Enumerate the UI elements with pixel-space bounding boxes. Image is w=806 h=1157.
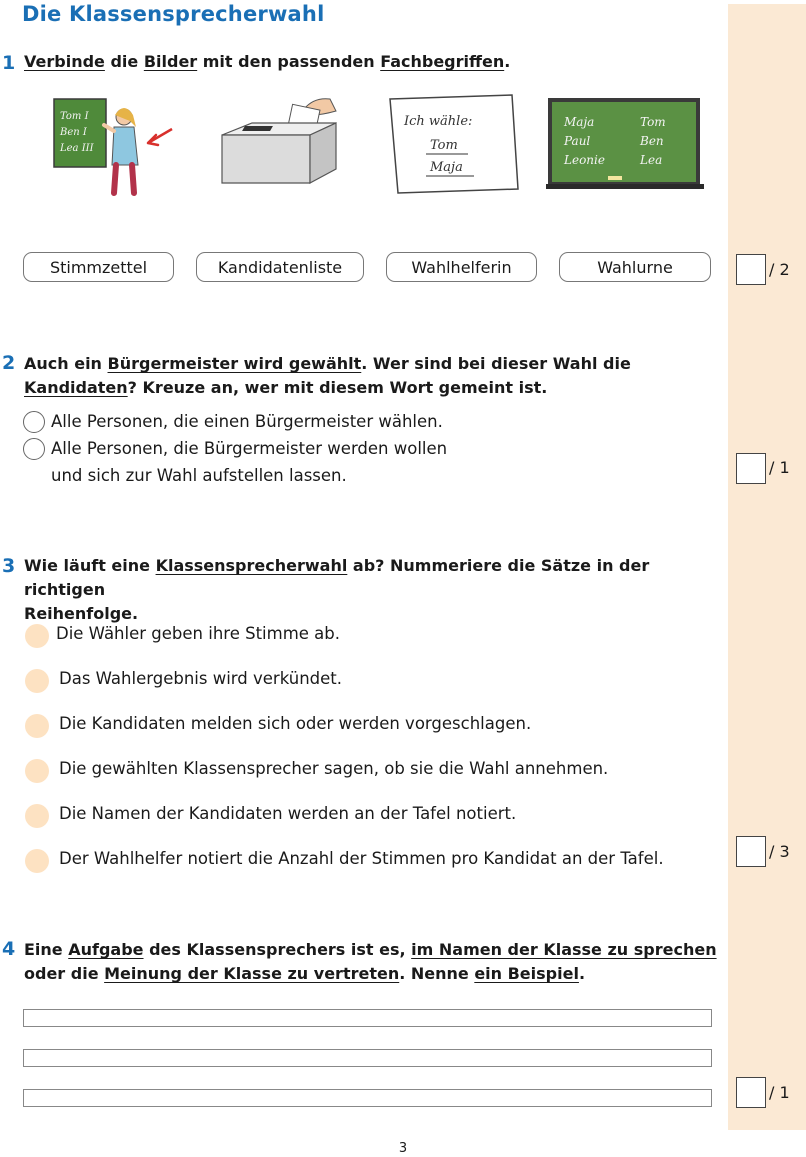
option-2-checkbox[interactable] (23, 438, 45, 460)
task-2-number: 2 (2, 352, 16, 374)
task-1-score-box[interactable] (736, 254, 766, 285)
step-3-text: Die Kandidaten melden sich oder werden vorgeschlagen. (59, 714, 532, 733)
page-number: 3 (398, 1141, 408, 1156)
option-1-label: Alle Personen, die einen Bürgermeister wählen. (51, 412, 443, 431)
ballot-paper-illustration (386, 93, 521, 195)
tally-line-3: Lea III (60, 143, 94, 154)
task-2-instruction: Auch ein Bürgermeister wird gewählt. Wer sind bei dieser Wahl die Kandidaten? Kreuze an, wer mit diesem Wort gemeint ist. (24, 354, 631, 397)
step-4-text: Die gewählten Klassensprecher sagen, ob sie die Wahl annehmen. (59, 759, 609, 778)
word-card-wahlurne[interactable]: Wahlurne (559, 252, 711, 282)
step-4-number-field[interactable] (25, 759, 49, 783)
task-3-score-box[interactable] (736, 836, 766, 867)
tally-board-girl-illustration (52, 95, 177, 197)
page-title: Die Klassensprecherwahl (22, 2, 325, 26)
word-card-stimmzettel[interactable]: Stimmzettel (23, 252, 174, 282)
task-3-instruction: Wie läuft eine Klassensprecherwahl ab? Nummeriere die Sätze in der richtigen Reihenfolge. (24, 556, 650, 623)
step-3-number-field[interactable] (25, 714, 49, 738)
step-2-text: Das Wahlergebnis wird verkündet. (59, 669, 342, 688)
word-card-wahlhelferin[interactable]: Wahlhelferin (386, 252, 537, 282)
board-right-3: Lea (640, 153, 663, 167)
tally-line-2: Ben I (60, 127, 87, 138)
task-1-max-score: / 2 (769, 260, 790, 279)
task-3-max-score: / 3 (769, 842, 790, 861)
board-right-1: Tom (640, 115, 666, 129)
step-5-text: Die Namen der Kandidaten werden an der Tafel notiert. (59, 804, 517, 823)
ballot-name-1: Tom (430, 138, 458, 153)
step-5-number-field[interactable] (25, 804, 49, 828)
answer-line-2[interactable] (23, 1049, 712, 1067)
step-2-number-field[interactable] (25, 669, 49, 693)
board-left-3: Leonie (564, 153, 605, 167)
candidate-board-illustration (546, 96, 704, 192)
step-6-number-field[interactable] (25, 849, 49, 873)
tally-line-1: Tom I (60, 111, 89, 122)
board-left-1: Maja (564, 115, 595, 129)
board-right-2: Ben (640, 134, 664, 148)
task-4-number: 4 (2, 938, 16, 960)
task-4-score-box[interactable] (736, 1077, 766, 1108)
score-sidebar (728, 4, 806, 1130)
option-2-label-line-1: Alle Personen, die Bürgermeister werden wollen (51, 439, 448, 458)
task-3-number: 3 (2, 555, 16, 577)
step-1-text: Die Wähler geben ihre Stimme ab. (56, 624, 340, 643)
task-1-number: 1 (2, 52, 16, 74)
task-4-instruction: Eine Aufgabe des Klassensprechers ist es, im Namen der Klasse zu sprechen oder die Meinung der Klasse zu vertreten. Nenne ein Beispiel. (24, 940, 717, 983)
task-4-max-score: / 1 (769, 1083, 790, 1102)
step-6-text: Der Wahlhelfer notiert die Anzahl der Stimmen pro Kandidat an der Tafel. (59, 849, 664, 868)
ballot-heading: Ich wähle: (404, 114, 473, 129)
task-2-score-box[interactable] (736, 453, 766, 484)
answer-line-1[interactable] (23, 1009, 712, 1027)
answer-line-3[interactable] (23, 1089, 712, 1107)
ballot-box-illustration (218, 93, 343, 188)
step-1-number-field[interactable] (25, 624, 49, 648)
ballot-name-2: Maja (430, 160, 463, 175)
task-1-instruction: Verbinde die Bilder mit den passenden Fachbegriffen. (24, 52, 511, 71)
option-1-checkbox[interactable] (23, 411, 45, 433)
word-card-kandidatenliste[interactable]: Kandidatenliste (196, 252, 364, 282)
board-left-2: Paul (564, 134, 591, 148)
task-2-max-score: / 1 (769, 458, 790, 477)
option-2-label-line-2: und sich zur Wahl aufstellen lassen. (51, 466, 347, 485)
